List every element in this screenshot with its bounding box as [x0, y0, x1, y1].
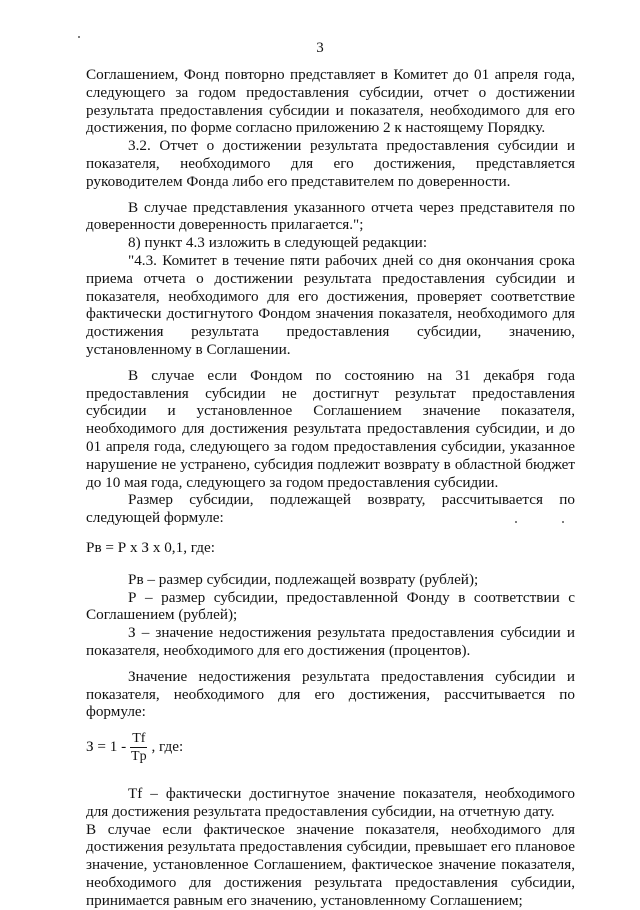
page-number: 3 — [316, 40, 324, 56]
paragraph-representative: В случае представления указанного отчета через представителя по доверенности доверенность прилагается."; — [86, 198, 575, 234]
paragraph-continuation: Соглашением, Фонд повторно представляет в Комитет до 01 апреля года, следующего за годом предоставления субсидии, отчет о достижении результата предоставления субсидии и показателя, необходимого для его достижения, по форме согласно приложению 2 к настоящему Порядку. — [86, 66, 575, 137]
definition-z: З – значение недостижения результата предоставления субсидии и показателя, необходимого для его достижения (процентов). — [86, 624, 575, 659]
document-body — [86, 66, 575, 910]
formula-numerator: Tf — [132, 730, 146, 746]
paragraph-closing: В случае если фактическое значение показателя, необходимого для достижения результата предоставления субсидии, превышает его плановое значение, установленное Соглашением, фактическое значение показателя, необходимого для достижения результата предоставления субсидии, принимается равным его значению, установленному Соглашением; — [86, 820, 575, 909]
definition-rv: Рв – размер субсидии, подлежащей возврату (рублей); — [128, 570, 479, 588]
paragraph-3-2: 3.2. Отчет о достижении результата предоставления субсидии и показателя, необходимого для его достижения, представляется руководителем Фонда либо его представителем по доверенности. — [86, 137, 575, 190]
paragraph-refund-condition: В случае если Фондом по состоянию на 31 декабря года предоставления субсидии не достигнут результат предоставления субсидии и установленное Соглашением значение показателя, необходимого для достижения результата предоставления субсидии, и до 01 апреля года, следующего за годом предоставления субсидии, указанное нарушение не устранено, субсидия подлежит возврату в областной бюджет до 10 мая года, следующего за годом предоставления субсидии. — [86, 366, 575, 491]
formula-fraction — [130, 731, 147, 764]
formula-suffix: , где: — [151, 738, 184, 756]
paragraph-formula-intro: Значение недостижения результата предоставления субсидии и показателя, необходимого для его достижения, рассчитывается по формуле: — [86, 667, 575, 721]
formula-denominator: Tp — [131, 748, 147, 764]
scan-speck — [562, 521, 564, 523]
paragraph-refund-size: Размер субсидии, подлежащей возврату, рассчитывается по следующей формуле: — [86, 491, 575, 527]
paragraph-item-8: 8) пункт 4.3 изложить в следующей редакции: — [128, 234, 428, 252]
definition-tf: Tf – фактически достигнутое значение показателя, необходимого для достижения результата предоставления субсидии, на отчетную дату. — [86, 785, 575, 820]
underachievement-formula — [86, 727, 575, 767]
formula-lhs: З = 1 - — [86, 738, 127, 756]
definition-r: Р – размер субсидии, предоставленной Фонду в соответствии с Соглашением (рублей); — [86, 588, 575, 624]
scan-speck — [78, 36, 80, 38]
paragraph-4-3: "4.3. Комитет в течение пяти рабочих дней со дня окончания срока приема отчета о достижении результата предоставления субсидии и показателя, необходимого для его достижения, проверяет соответствие фактически достигнутого Фондом значения показателя, необходимого для достижения результата предоставления субсидии, значению, установленному в Соглашении. — [86, 251, 575, 358]
refund-formula: Рв = Р х З х 0,1, где: — [86, 538, 215, 556]
scan-speck — [515, 521, 517, 523]
